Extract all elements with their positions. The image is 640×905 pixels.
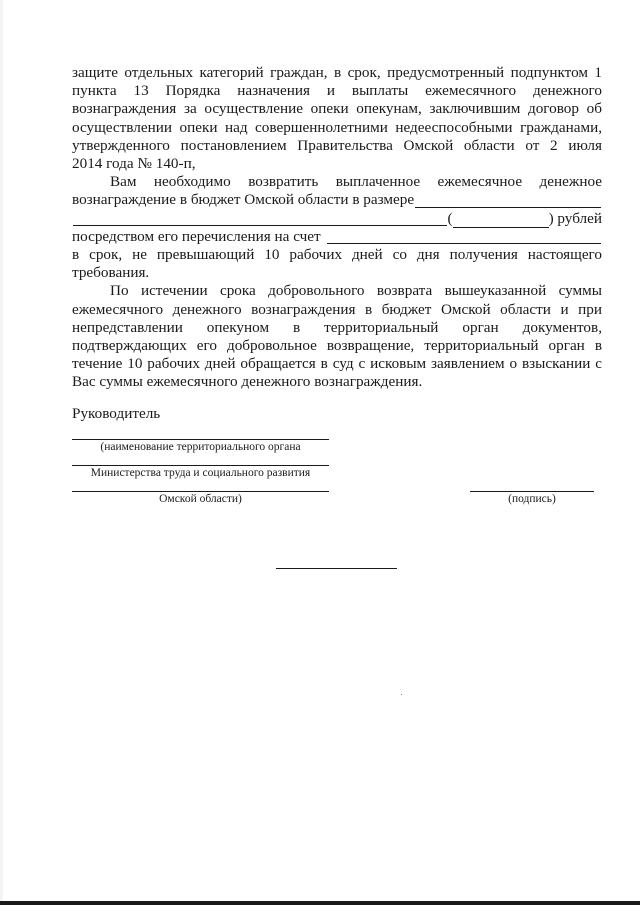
text-line: осуществлении опеки над совершеннолетними недееспособными гражданами, — [72, 118, 602, 136]
text-line: Вам необходимо возвратить выплаченное ежемесячное денежное — [110, 173, 602, 191]
signature-blank[interactable] — [470, 491, 594, 492]
text-line: По истечении срока добровольного возврата вышеуказанной суммы — [110, 282, 602, 300]
closing-separator — [276, 568, 397, 569]
text-line: вознаграждения за осуществление опеки опекунам, заключившим договор об — [72, 100, 602, 118]
text-line: посредством его перечисления на счет — [72, 227, 321, 245]
scan-speck — [401, 694, 402, 695]
text-line: течение 10 рабочих дней обращается в суд с исковым заявлением о взыскании с — [72, 355, 602, 373]
text-line: утвержденного постановлением Правительства Омской области от 2 июля — [72, 136, 602, 154]
org-name-blank-2[interactable] — [72, 465, 329, 466]
text-line: вознаграждение в бюджет Омской области в размере — [72, 191, 415, 209]
text-line: 2014 года № 140-п, — [72, 155, 196, 173]
text-line: непредставлении опекуном в территориальный орган документов, — [72, 318, 602, 336]
caption-org-line1: (наименование территориального органа — [100, 441, 301, 453]
caption-org-line3: Омской области) — [159, 493, 242, 505]
rubles-unit: ) рублей — [548, 209, 602, 227]
text-line: Вас суммы ежемесячного денежного вознаграждения. — [72, 373, 423, 391]
signatory-title: Руководитель — [72, 405, 161, 422]
text-line: подтверждающих его добровольное возвращение, территориальный орган в — [72, 337, 602, 355]
paren-open: ( — [447, 209, 453, 227]
org-name-blank-3[interactable] — [72, 491, 329, 492]
signature-caption: (подпись) — [508, 493, 556, 505]
caption-org-line2: Министерства труда и социального развития — [90, 467, 311, 479]
scan-bottom-edge — [0, 901, 640, 905]
text-line: в срок, не превышающий 10 рабочих дней со дня получения настоящего — [72, 246, 602, 264]
org-name-blank[interactable] — [72, 439, 329, 440]
text-line: требования. — [72, 264, 150, 282]
text-line: пункта 13 Порядка назначения и выплаты ежемесячного денежного — [72, 82, 602, 100]
text-line: защите отдельных категорий граждан, в срок, предусмотренный подпунктом 1 — [72, 64, 602, 81]
text-line: ежемесячного денежного вознаграждения в бюджет Омской области и при — [72, 300, 602, 318]
